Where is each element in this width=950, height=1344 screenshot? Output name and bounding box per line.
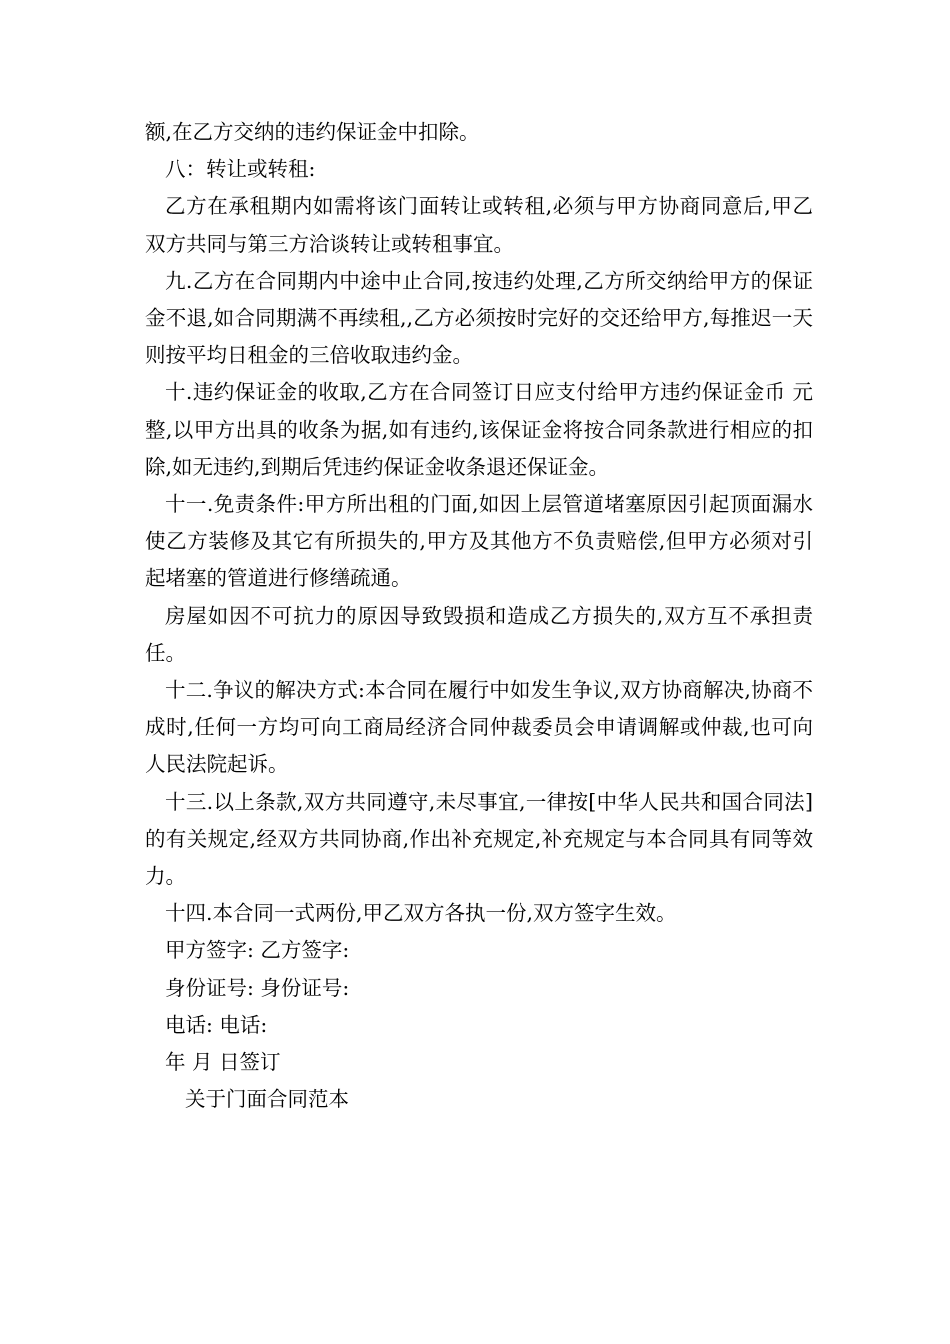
- clause-11: 十一.免责条件:甲方所出租的门面,如因上层管道堵塞原因引起顶面漏水使乙方装修及其它有所损失的,甲方及其他方不负责赔偿,但甲方必须对引起堵塞的管道进行修缮疏通。: [145, 492, 813, 591]
- id-number-line: 身份证号: 身份证号:: [165, 975, 350, 1000]
- date-line: 年 月 日签订: [165, 1050, 281, 1075]
- clause-10: 十.违约保证金的收取,乙方在合同签订日应支付给甲方违约保证金币 元整,以甲方出具的收条为据,如有违约,该保证金将按合同条款进行相应的扣除,如无违约,到期后凭违约保证金收条退还保证金。: [145, 380, 813, 479]
- clause-8-heading: 八：转让或转租:: [165, 157, 316, 182]
- phone-line: 电话: 电话:: [165, 1012, 268, 1037]
- document-footer-title: 关于门面合同范本: [185, 1087, 349, 1112]
- clause-13: 十三.以上条款,双方共同遵守,未尽事宜,一律按[中华人民共和国合同法]的有关规定,经双方共同协商,作出补充规定,补充规定与本合同具有同等效力。: [145, 789, 813, 889]
- clause-11-force-majeure: 房屋如因不可抗力的原因导致毁损和造成乙方损失的,双方互不承担责任。: [145, 603, 813, 665]
- clause-14: 十四.本合同一式两份,甲乙双方各执一份,双方签字生效。: [165, 901, 677, 926]
- signature-line: 甲方签字: 乙方签字:: [165, 938, 350, 963]
- paragraph-continuation: 额,在乙方交纳的违约保证金中扣除。: [145, 120, 480, 144]
- clause-12: 十二.争议的解决方式:本合同在履行中如发生争议,双方协商解决,协商不成时,任何一方均可向工商局经济合同仲裁委员会申请调解或仲裁,也可向人民法院起诉。: [145, 678, 813, 777]
- signature-block: [145, 932, 813, 1081]
- clause-8-body: 乙方在承租期内如需将该门面转让或转租,必须与甲方协商同意后,甲乙双方共同与第三方洽谈转让或转租事宜。: [145, 194, 813, 256]
- clause-9: 九.乙方在合同期内中途中止合同,按违约处理,乙方所交纳给甲方的保证金不退,如合同期满不再续租,,乙方必须按时完好的交还给甲方,每推迟一天则按平均日租金的三倍收取违约金。: [145, 268, 813, 368]
- document-body: [145, 114, 813, 1118]
